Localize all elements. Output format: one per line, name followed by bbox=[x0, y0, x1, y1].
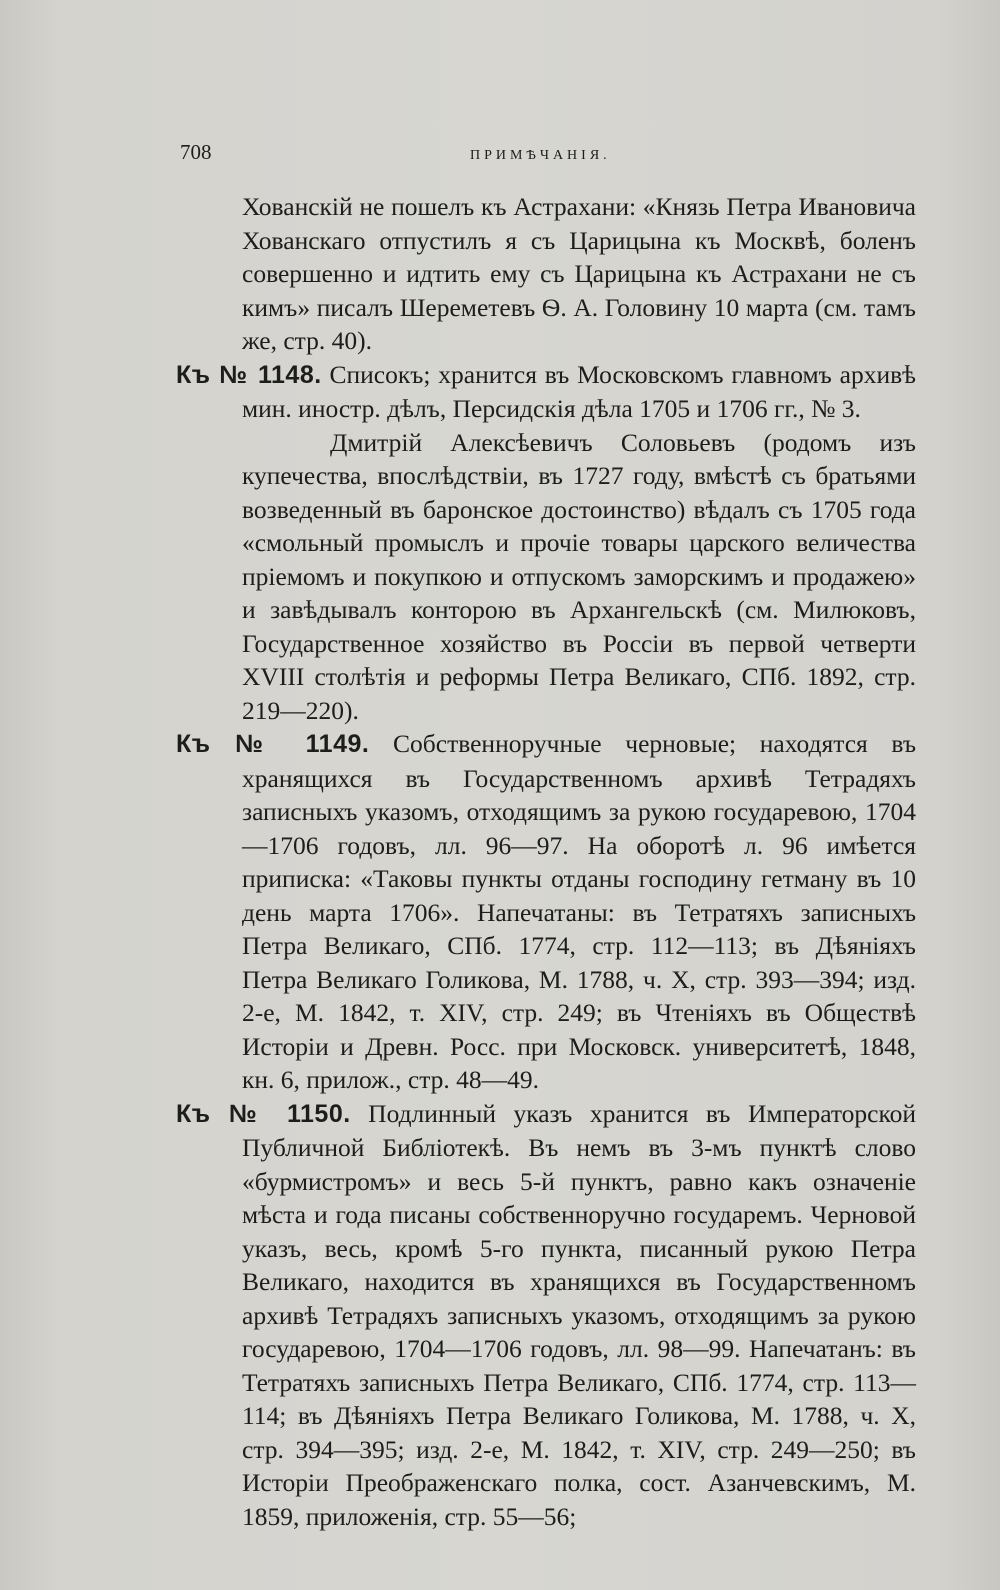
note-text: Подлинный указъ хранится въ Императорской Публичной Библіотекѣ. Въ немъ въ 3-мъ пунктѣ слово «бурмистромъ» и весь 5-й пунктъ, равно какъ означеніе мѣста и года писаны собственноручно государемъ. Черновой указъ, весь, кромѣ 5-го пункта, писанный рукою Петра Великаго, находится въ хранящихся въ Государственномъ архивѣ Тетрадяхъ записныхъ указомъ, отходящимъ за рукою государевою, 1704—1706 годовъ, лл. 98—99. Напечатанъ: въ Тетратяхъ записныхъ Петра Великаго, СПб. 1774, стр. 113—114; въ Дѣяніяхъ Петра Великаго Голикова, М. 1788, ч. X, стр. 394—395; изд. 2-е, М. 1842, т. XIV, стр. 249—250; въ Исторіи Преображенскаго полка, сост. Азанчевскимъ, М. 1859, приложенія, стр. 55—56; bbox=[242, 1098, 916, 1531]
page-number: 708 bbox=[180, 140, 212, 164]
paragraph-continuation bbox=[176, 190, 916, 358]
note-text: Собственноручные черновые; находятся въ хранящихся въ Государственномъ архивѣ Тетрадяхъ записныхъ указомъ, отходящимъ за рукою государевою, 1704—1706 годовъ, лл. 96—97. На оборотѣ л. 96 имѣется приписка: «Таковы пункты отданы господину гетману въ 10 день марта 1706». Напечатаны: въ Тетратяхъ записныхъ Петра Великаго, СПб. 1774, стр. 112—113; въ Дѣяніяхъ Петра Великаго Голикова, М. 1788, ч. X, стр. 393—394; изд. 2-е, М. 1842, т. XIV, стр. 249; въ Чтеніяхъ въ Обществѣ Исторіи и Древн. Росс. при Московск. университетѣ, 1848, кн. 6, прилож., стр. 48—49. bbox=[242, 729, 917, 1094]
note-label: Къ № 1149. bbox=[176, 730, 370, 758]
page-header bbox=[180, 140, 920, 174]
note-1149 bbox=[176, 727, 916, 1097]
running-title: ПРИМѢЧАНІЯ. bbox=[470, 148, 611, 163]
note-1150 bbox=[176, 1097, 916, 1534]
note-text: Списокъ; хранится въ Московскомъ главномъ архивѣ мин. иностр. дѣлъ, Персидскія дѣла 1705 и 1706 гг., № 3. bbox=[242, 359, 916, 423]
note-1148 bbox=[176, 358, 916, 426]
page-body bbox=[176, 190, 916, 1533]
paragraph-soloviev bbox=[176, 426, 916, 728]
note-label: Къ № 1150. bbox=[176, 1099, 351, 1128]
paragraph-text: Дмитрій Алексѣевичъ Соловьевъ (родомъ изъ купечества, впослѣдствіи, въ 1727 году, вмѣстѣ съ братьями возведенный въ баронское достоинство) вѣдалъ съ 1705 года «смольный промыслъ и прочіе товары царского величества пріемомъ и покупкою и отпускомъ заморскимъ и продажею» и завѣдывалъ конторою въ Архангельскѣ (см. Милюковъ, Государственное хозяйство въ Россіи въ первой четверти XVIII столѣтія и реформы Петра Великаго, СПб. 1892, стр. 219—220). bbox=[242, 427, 916, 725]
paragraph-text: Хованскій не пошелъ къ Астрахани: «Князь Петра Ивановича Хованскаго отпустилъ я съ Царицына къ Москвѣ, боленъ совершенно и идтить ему съ Царицына къ Астрахани не съ кимъ» писалъ Шереметевъ Ѳ. А. Головину 10 марта (см. тамъ же, стр. 40). bbox=[242, 192, 916, 355]
note-label: Къ № 1148. bbox=[176, 360, 322, 389]
